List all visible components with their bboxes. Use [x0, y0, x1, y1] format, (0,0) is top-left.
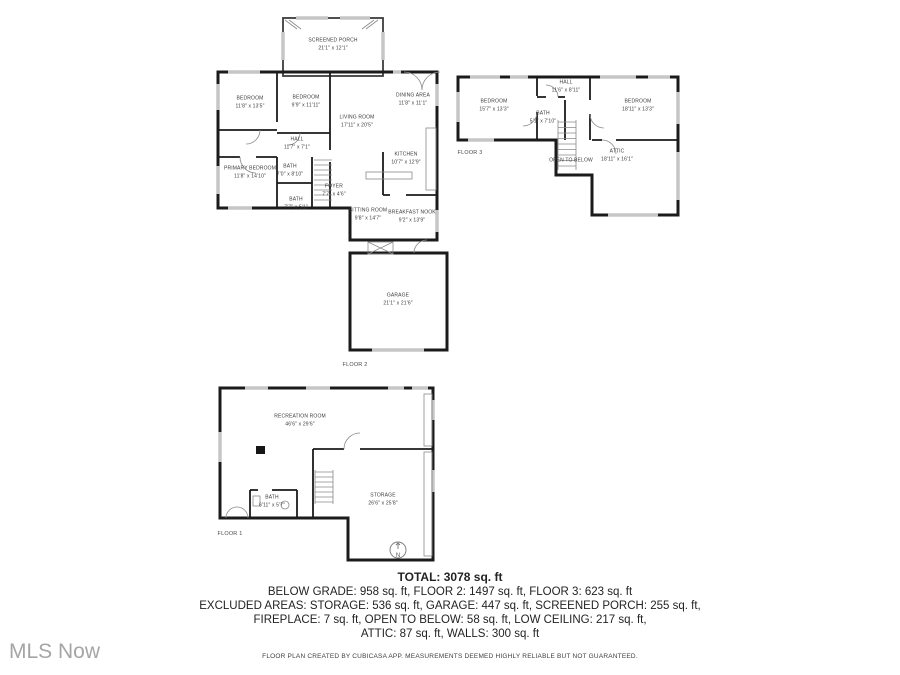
summary-line-4: ATTIC: 87 sq. ft, WALLS: 300 sq. ft	[360, 627, 540, 640]
floor1-caption: FLOOR 1	[217, 531, 243, 537]
room-name: RECREATION ROOM	[274, 413, 326, 420]
counter-lower	[424, 452, 432, 556]
room-name: GARAGE	[386, 292, 410, 299]
kitchen-counter	[426, 128, 436, 190]
room-name: FOYER	[325, 183, 343, 190]
room-dims: 46'6" x 29'6"	[285, 421, 315, 427]
room-name: BATH	[265, 494, 279, 501]
staircase-symbol	[315, 470, 333, 504]
room-label-hall-floor2	[284, 137, 310, 152]
room-label-bedroom-a	[235, 96, 264, 111]
room-name: ATTIC	[609, 148, 625, 155]
room-dims: 9'2" x 13'9"	[398, 217, 426, 223]
room-label-hall-floor3	[552, 80, 581, 95]
compass-letter: N	[395, 553, 401, 559]
room-name: SITTING ROOM	[348, 207, 388, 214]
room-dims: 15'7" x 13'3"	[479, 106, 509, 112]
mls-now-watermark: MLS Now	[9, 640, 101, 663]
room-dims: 21'1" x 21'6"	[383, 300, 413, 306]
summary-line-3: FIREPLACE: 7 sq. ft, OPEN TO BELOW: 58 sq. ft, LOW CEILING: 217 sq. ft,	[253, 613, 647, 626]
floor3-caption: FLOOR 3	[457, 150, 483, 156]
floor1-windows	[220, 388, 433, 492]
area-summary	[0, 570, 900, 641]
room-label-attic	[601, 149, 633, 164]
room-name: PRIMARY BEDROOM	[223, 165, 277, 172]
room-dims: 9'9" x 11'11"	[291, 102, 321, 108]
room-name: STORAGE	[370, 492, 396, 499]
room-name: BATH	[289, 196, 303, 203]
room-label-breakfast-nook	[388, 210, 436, 225]
room-dims: 7'7" x 5'1"	[284, 204, 308, 210]
room-dims: 11'8" x 13'5"	[235, 103, 265, 109]
room-dims: 6'11" x 5'7"	[258, 502, 286, 508]
room-dims: 18'11" x 16'1"	[601, 156, 633, 162]
room-label-bedroom-right	[622, 99, 654, 114]
room-dims: 21'1" x 12'1"	[318, 45, 348, 51]
room-dims: 26'6" x 25'8"	[368, 500, 398, 506]
floor1-walls	[217, 388, 433, 560]
room-name: BATH	[283, 163, 297, 170]
room-name: HALL	[290, 136, 304, 143]
room-name: BEDROOM	[624, 98, 652, 105]
room-dims: 11'8" x 11'1"	[398, 100, 428, 106]
room-label-living-room	[340, 115, 375, 130]
room-name: DINING AREA	[396, 92, 430, 99]
total-area: TOTAL: 3078 sq. ft	[397, 570, 503, 584]
room-name: BEDROOM	[292, 94, 320, 101]
room-label-bath-a	[277, 164, 303, 179]
room-label-storage	[368, 493, 397, 508]
room-dims: 5'1" x 7'10"	[529, 118, 557, 124]
room-dims: 17'11" x 20'5"	[341, 122, 373, 128]
room-label-dining-area	[396, 93, 430, 108]
room-dims: 11'7" x 7'1"	[283, 144, 311, 150]
summary-line-1: BELOW GRADE: 958 sq. ft, FLOOR 2: 1497 sq. ft, FLOOR 3: 623 sq. ft	[267, 585, 633, 598]
room-label-foyer	[322, 184, 346, 199]
room-label-bath-floor3	[530, 111, 556, 126]
room-name: HALL	[559, 79, 573, 86]
porch-screen-marks	[285, 20, 378, 29]
counter-upper	[424, 394, 432, 446]
room-dims: 11'6" x 8'11"	[551, 87, 581, 93]
room-label-sitting-room	[349, 208, 387, 223]
room-name: SCREENED PORCH	[308, 37, 358, 44]
room-name: BREAKFAST NOOK	[388, 209, 436, 216]
kitchen-peninsula	[366, 172, 412, 179]
compass-icon	[390, 542, 406, 559]
summary-line-2: EXCLUDED AREAS: STORAGE: 536 sq. ft, GARAGE: 447 sq. ft, SCREENED PORCH: 255 sq. ft,	[199, 599, 701, 612]
room-name: BEDROOM	[480, 98, 508, 105]
room-label-garage	[383, 293, 412, 308]
room-label-bath-floor1	[259, 495, 285, 510]
room-dims: 18'11" x 13'3"	[622, 106, 654, 112]
room-name: OPEN TO BELOW	[549, 157, 593, 164]
fireplace-marker	[256, 446, 265, 454]
floor1-details	[226, 394, 432, 556]
disclaimer-text: FLOOR PLAN CREATED BY CUBICASA APP. MEASUREMENTS DEEMED HIGHLY RELIABLE BUT NOT GUARANTEED.	[262, 653, 638, 660]
room-name: BATH	[536, 110, 550, 117]
room-name: LIVING ROOM	[339, 114, 375, 121]
room-label-recreation-room	[274, 414, 326, 429]
room-dims: 7'7" x 4'6"	[322, 191, 346, 197]
floor2-caption: FLOOR 2	[342, 362, 368, 368]
room-label-primary-bedroom	[224, 166, 276, 181]
room-dims: 11'8" x 14'10"	[234, 173, 266, 179]
room-label-bath-b	[284, 197, 308, 212]
room-label-bedroom-left	[479, 99, 508, 114]
room-label-kitchen	[391, 152, 420, 167]
room-name: KITCHEN	[394, 151, 418, 158]
room-dims: 9'8" x 14'7"	[354, 215, 382, 221]
room-name: BEDROOM	[236, 95, 264, 102]
closet-door-arcs	[226, 507, 248, 518]
door-arc	[344, 433, 360, 449]
room-label-open-to-below	[549, 157, 593, 165]
room-label-screened-porch	[308, 38, 357, 53]
room-dims: 7'0" x 8'10"	[276, 171, 304, 177]
room-label-bedroom-b	[292, 95, 321, 110]
room-dims: 10'7" x 12'9"	[391, 159, 421, 165]
